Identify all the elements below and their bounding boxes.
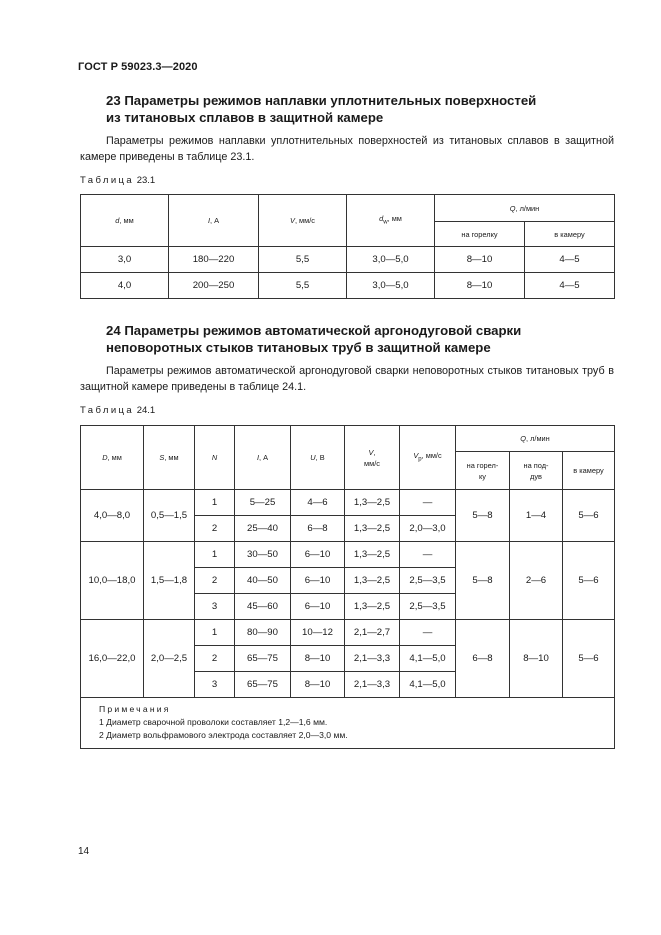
section-23-title-line2: из титановых сплавов в защитной камере (106, 110, 384, 125)
section-24-paragraph (80, 363, 614, 395)
header-D: D, мм (81, 426, 144, 490)
section-24-title-line1: 24 Параметры режимов автоматической аргонодуговой сварки (106, 323, 522, 338)
header-d: d, мм (81, 195, 169, 247)
note-item: 1 Диаметр сварочной проволоки составляет 1,2—1,6 мм. (99, 717, 328, 727)
header-V: V, мм/с (345, 426, 400, 490)
section-24-paragraph-text: Параметры режимов автоматической аргонодуговой сварки неповоротных стыков титановых труб в защитной камере приведены в таблице 24.1. (80, 365, 614, 393)
section-23-title-line1: 23 Параметры режимов наплавки уплотнительных поверхностей (106, 93, 537, 108)
header-i: I, А (169, 195, 259, 247)
table-23-1 (80, 194, 615, 299)
table-row: 2 40—50 6—10 1,3—2,5 2,5—3,5 (81, 568, 615, 594)
table-row: 4,0—8,0 0,5—1,5 1 5—25 4—6 1,3—2,5 — 5—8 1—4 5—6 (81, 490, 615, 516)
table-row: 16,0—22,0 2,0—2,5 1 80—90 10—12 2,1—2,7 — 6—8 8—10 5—6 (81, 620, 615, 646)
notes-title: Примечания (99, 704, 171, 714)
section-23-paragraph-text: Параметры режимов наплавки уплотнительных поверхностей из титановых сплавов в защитной камере приведены в таблице 23.1. (80, 135, 614, 163)
document-header: ГОСТ Р 59023.3—2020 (78, 61, 198, 73)
table-row: 3,0 180—220 5,5 3,0—5,0 8—10 4—5 (81, 247, 615, 273)
table-row: 3 65—75 8—10 2,1—3,3 4,1—5,0 (81, 672, 615, 698)
table-notes (81, 698, 615, 749)
table-24-1-caption: Таблица 24.1 (80, 405, 156, 416)
header-Q: Q, л/мин (456, 426, 615, 452)
table-row: 3 45—60 6—10 1,3—2,5 2,5—3,5 (81, 594, 615, 620)
section-23-title (106, 92, 616, 126)
header-q-torch: на горел- ку (456, 452, 510, 490)
section-24-title-line2: неповоротных стыков титановых труб в защитной камере (106, 340, 491, 355)
header-q-torch: на горелку (435, 222, 525, 247)
header-q-under: на под- дув (510, 452, 563, 490)
header-N: N (195, 426, 235, 490)
table-row: 4,0 200—250 5,5 3,0—5,0 8—10 4—5 (81, 273, 615, 299)
page-number: 14 (78, 846, 90, 857)
header-Vp: $V_p$, мм/с (400, 426, 456, 490)
table-23-1-caption: Таблица 23.1 (80, 175, 156, 186)
header-v: V, мм/с (259, 195, 347, 247)
table-row: 2 25—40 6—8 1,3—2,5 2,0—3,0 (81, 516, 615, 542)
header-q-chamber: в камеру (525, 222, 615, 247)
table-row: 10,0—18,0 1,5—1,8 1 30—50 6—10 1,3—2,5 — 5—8 2—6 5—6 (81, 542, 615, 568)
header-S: S, мм (144, 426, 195, 490)
note-item: 2 Диаметр вольфрамового электрода составляет 2,0—3,0 мм. (99, 730, 348, 740)
section-24-title (106, 322, 616, 356)
header-I: I, А (235, 426, 291, 490)
header-U: U, В (291, 426, 345, 490)
table-row: 2 65—75 8—10 2,1—3,3 4,1—5,0 (81, 646, 615, 672)
section-23-paragraph (80, 133, 614, 165)
header-q-chamber: в камеру (563, 452, 615, 490)
header-dw: $d_w$, мм (347, 195, 435, 247)
header-q: Q, л/мин (435, 195, 615, 222)
table-24-1 (80, 425, 615, 749)
